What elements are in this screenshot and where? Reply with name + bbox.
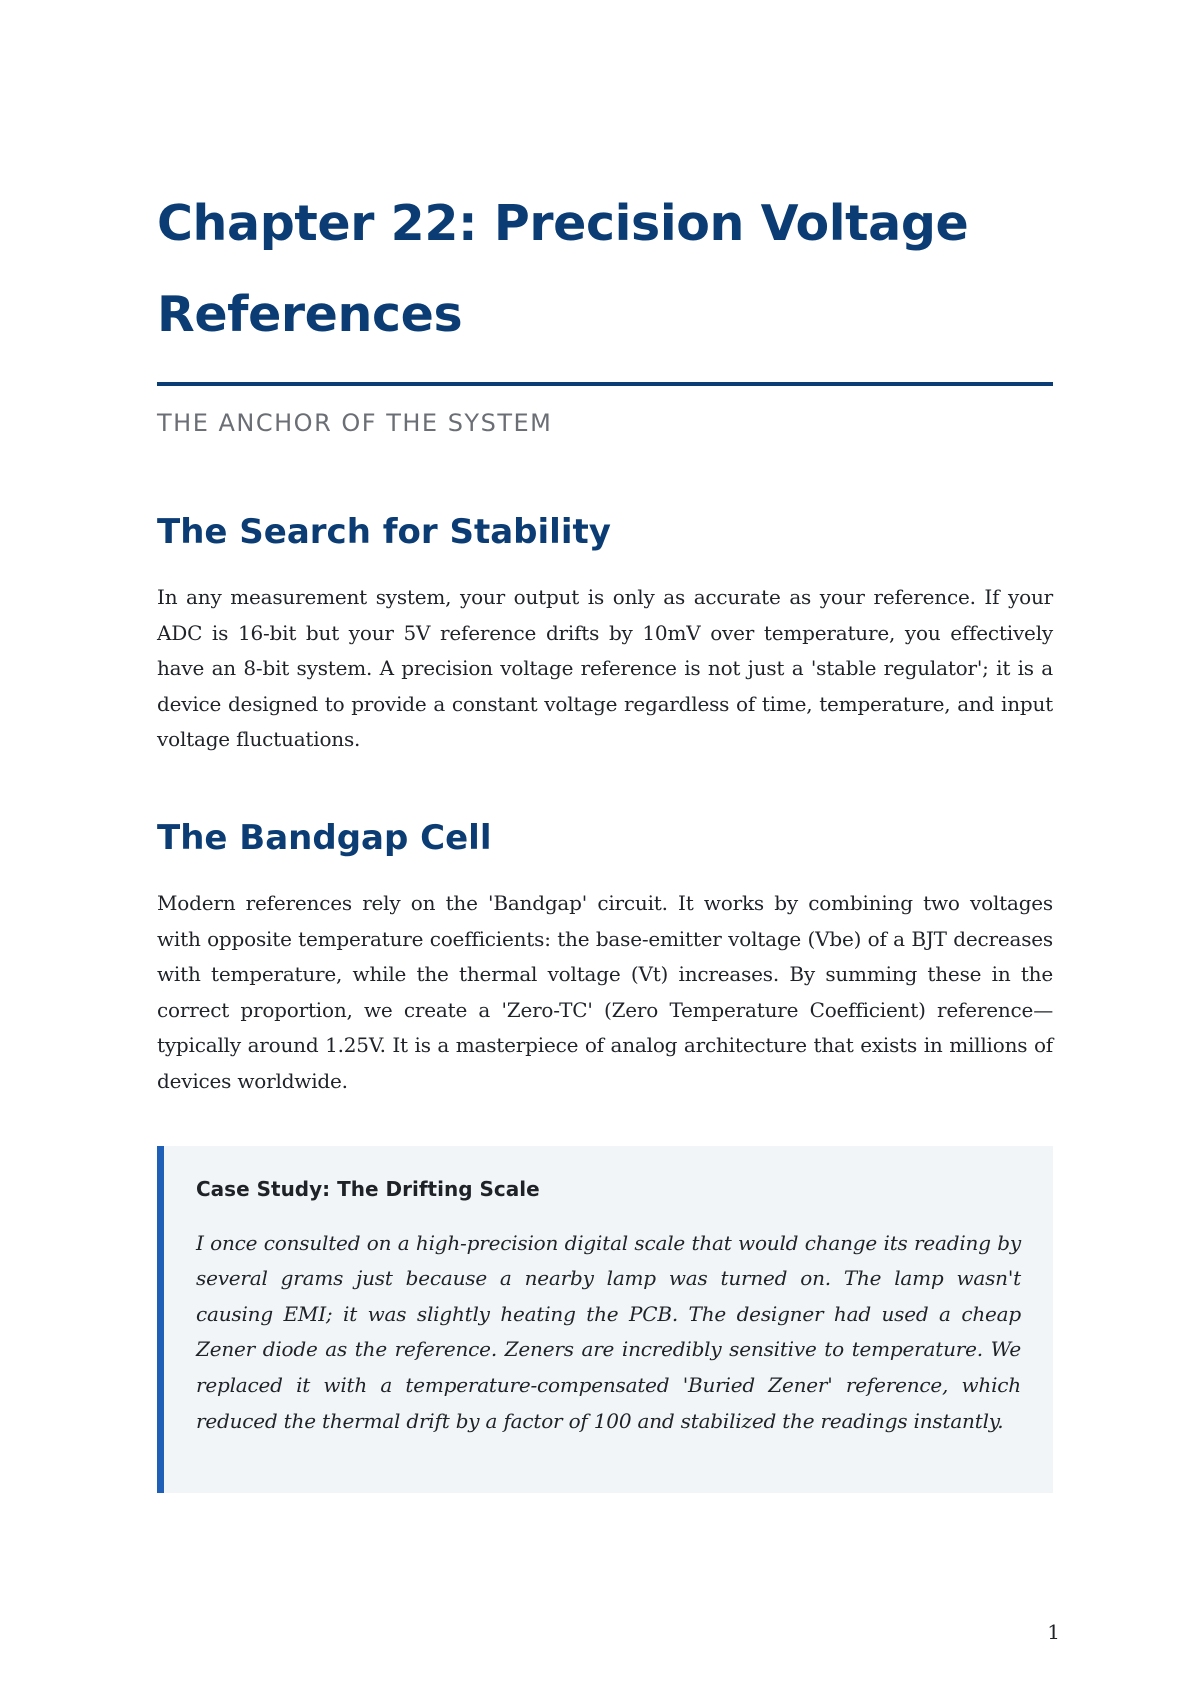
page-number: 1	[1047, 1620, 1060, 1644]
section-body-bandgap: Modern references rely on the 'Bandgap' circuit. It works by combining two voltages with opposite temperature coefficients: the base-emitter voltage (Vbe) of a BJT decreases with temperature, while the thermal voltage (Vt) increases. By summing these in the correct proportion, we create a 'Zero-TC' (Zero Temperature Coefficient) reference—typically around 1.25V. It is a masterpiece of analog architecture that exists in millions of devices worldwide.	[157, 890, 1053, 1093]
section-heading-bandgap: The Bandgap Cell	[157, 817, 492, 858]
case-study-body: I once consulted on a high-precision digital scale that would change its reading by several grams just because a nearby lamp was turned on. The lamp wasn't causing EMI; it was slightly heating the PCB. The designer had used a cheap Zener diode as the reference. Zeners are incredibly sensitive to temperature. We replaced it with a temperature-compensated 'Buried Zener' reference, which reduced the thermal drift by a factor of 100 and stabilized the readings instantly.	[196, 1230, 1021, 1433]
chapter-title: Chapter 22: Precision Voltage References	[157, 195, 969, 343]
document-page	[157, 178, 1053, 1493]
section-heading-stability: The Search for Stability	[157, 512, 611, 552]
section-body-stability: In any measurement system, your output is only as accurate as your reference. If your ADC is 16-bit but your 5V reference drifts by 10mV over temperature, you effectively have an 8-bit system. A precision voltage reference is not just a 'stable regulator'; it is a device designed to provide a constant voltage regardless of time, temperature, and input voltage fluctuations.	[157, 585, 1053, 752]
case-study-title: Case Study: The Drifting Scale	[196, 1176, 540, 1201]
chapter-subtitle: THE ANCHOR OF THE SYSTEM	[157, 409, 553, 437]
title-divider	[157, 382, 1053, 386]
case-study-callout	[157, 1146, 1053, 1494]
